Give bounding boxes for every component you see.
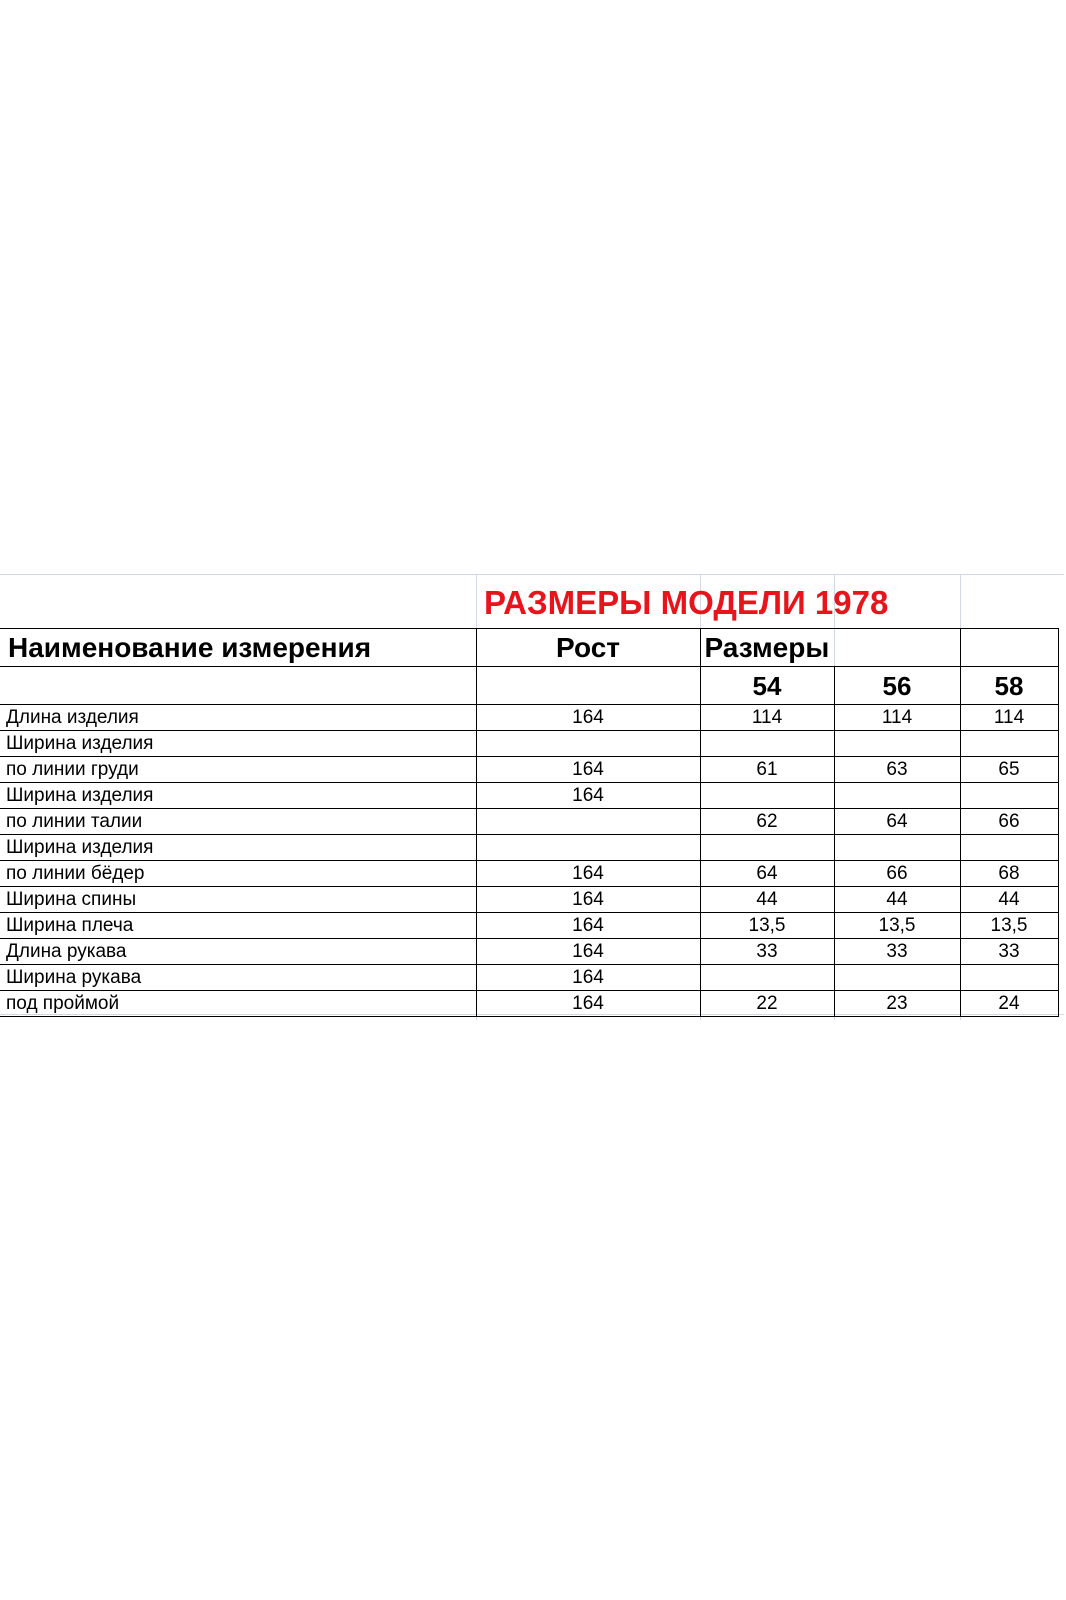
measurement-name: по линии бёдер [0,861,476,887]
page-title: РАЗМЕРЫ МОДЕЛИ 1978 [476,578,960,629]
size-labels-spacer [476,667,700,705]
size-56-value: 23 [834,991,960,1017]
height-value [476,731,700,757]
size-54-value: 44 [700,887,834,913]
height-value: 164 [476,887,700,913]
header-spacer-cell [834,629,960,667]
gridline [0,574,1064,575]
measurement-name: Ширина рукава [0,965,476,991]
size-labels-spacer [0,667,476,705]
size-56-value: 13,5 [834,913,960,939]
measurement-name: по линии груди [0,757,476,783]
size-58-value: 33 [960,939,1058,965]
size-58-value: 68 [960,861,1058,887]
size-label-58: 58 [960,667,1058,705]
measurement-name: Длина изделия [0,705,476,731]
size-56-value [834,835,960,861]
size-chart-sheet [0,578,1064,1020]
size-54-value [700,783,834,809]
size-56-value: 33 [834,939,960,965]
table-row [0,809,1058,835]
measurement-name: Ширина изделия [0,731,476,757]
table-row [0,757,1058,783]
size-56-value: 64 [834,809,960,835]
size-56-value: 66 [834,861,960,887]
size-56-value [834,731,960,757]
height-value: 164 [476,991,700,1017]
height-value: 164 [476,939,700,965]
height-value: 164 [476,783,700,809]
size-54-value: 64 [700,861,834,887]
size-54-value: 61 [700,757,834,783]
size-54-value [700,731,834,757]
size-58-value [960,783,1058,809]
title-spacer-cell [0,578,476,629]
size-54-value: 114 [700,705,834,731]
size-58-value: 114 [960,705,1058,731]
table-row [0,705,1058,731]
height-value: 164 [476,965,700,991]
table-row [0,835,1058,861]
measurement-name: Ширина изделия [0,783,476,809]
measurement-name: по линии талии [0,809,476,835]
table-row [0,965,1058,991]
size-label-56: 56 [834,667,960,705]
table-row [0,731,1058,757]
size-56-value: 114 [834,705,960,731]
title-spacer-cell [960,578,1058,629]
measurement-name: Длина рукава [0,939,476,965]
size-56-value [834,783,960,809]
header-height: Рост [476,629,700,667]
height-value: 164 [476,757,700,783]
height-value: 164 [476,861,700,887]
size-58-value: 13,5 [960,913,1058,939]
measurement-name: Ширина спины [0,887,476,913]
table-row [0,991,1058,1017]
header-spacer-cell [960,629,1058,667]
size-58-value: 66 [960,809,1058,835]
height-value [476,835,700,861]
size-labels-row [0,667,1058,705]
measurement-name: Ширина плеча [0,913,476,939]
table-row [0,939,1058,965]
size-58-value [960,965,1058,991]
measurement-name: Ширина изделия [0,835,476,861]
size-56-value: 44 [834,887,960,913]
size-58-value [960,835,1058,861]
table-row [0,887,1058,913]
size-58-value: 65 [960,757,1058,783]
size-58-value [960,731,1058,757]
size-54-value: 33 [700,939,834,965]
table-row [0,783,1058,809]
header-row [0,629,1058,667]
size-54-value: 62 [700,809,834,835]
height-value: 164 [476,705,700,731]
size-54-value [700,965,834,991]
size-54-value: 13,5 [700,913,834,939]
measurement-name: под проймой [0,991,476,1017]
height-value [476,809,700,835]
size-label-54: 54 [700,667,834,705]
header-sizes: Размеры [700,629,834,667]
size-table [0,578,1059,1017]
height-value: 164 [476,913,700,939]
size-58-value: 44 [960,887,1058,913]
size-54-value [700,835,834,861]
header-measurement-name: Наименование измерения [0,629,476,667]
table-row [0,861,1058,887]
size-56-value: 63 [834,757,960,783]
size-58-value: 24 [960,991,1058,1017]
size-54-value: 22 [700,991,834,1017]
size-56-value [834,965,960,991]
table-row [0,913,1058,939]
title-row [0,578,1058,629]
